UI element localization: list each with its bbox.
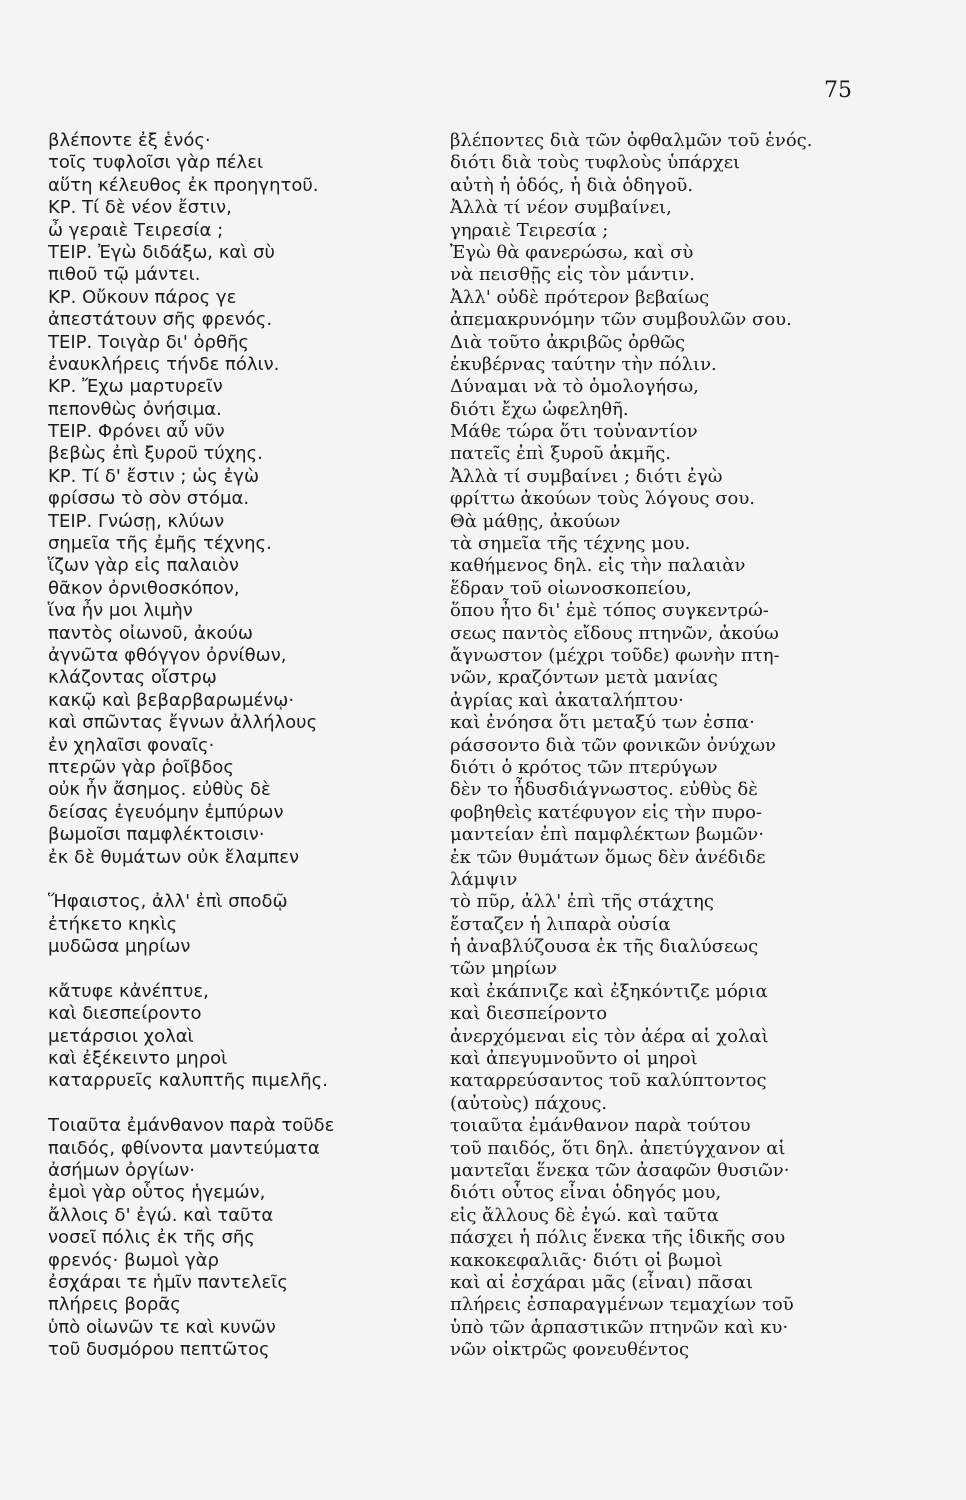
text-line: πάσχει ἡ πόλις ἕνεκα τῆς ἰδικῆς σου	[450, 1227, 786, 1249]
text-line: κακοκεφαλιᾶς· διότι οἱ βωμοὶ	[450, 1249, 723, 1271]
text-line: καθήμενος δηλ. εἰς τὴν παλαιὰν	[450, 555, 746, 577]
text-line: μετάρσιοι χολαὶ	[48, 1025, 194, 1047]
text-line: ράσσοντο διὰ τῶν φονικῶν ὀνύχων	[450, 734, 776, 756]
text-line: Δύναμαι νὰ τὸ ὁμολογήσω,	[450, 376, 699, 398]
stanza-gap	[48, 869, 438, 891]
text-line: διότι οὗτος εἶναι ὁδηγός μου,	[450, 1182, 722, 1204]
text-line: τοῦ παιδός, ὅτι δηλ. ἀπετύγχανον αἱ	[450, 1137, 786, 1159]
text-line: κἄτυφε κἀνέπτυε,	[48, 980, 209, 1002]
text-line: Μάθε τώρα ὅτι τοὐναντίον	[450, 421, 698, 443]
text-line: κακῷ καὶ βεβαρβαρωμένῳ·	[48, 689, 295, 711]
text-line: βλέποντε ἐξ ἑνός·	[48, 130, 211, 151]
text-line: καὶ ἐκάπνιζε καὶ ἐξηκόντιζε μόρια	[450, 980, 768, 1002]
text-line: πατεῖς ἐπὶ ξυροῦ ἀκμῆς.	[450, 443, 672, 465]
text-line: βεβὼς ἐπὶ ξυροῦ τύχης.	[48, 443, 263, 465]
stanza-gap	[48, 958, 438, 980]
text-line: οὐκ ἦν ἄσημος. εὐθὺς δὲ	[48, 779, 271, 801]
text-line: δείσας ἐγευόμην ἐμπύρων	[48, 801, 284, 823]
text-line: ἐν χηλαῖσι φοναῖς·	[48, 734, 215, 756]
text-line: ἀνερχόμεναι εἰς τὸν ἀέρα αἱ χολαὶ	[450, 1025, 769, 1047]
text-line: νοσεῖ πόλις ἐκ τῆς σῆς	[48, 1227, 255, 1249]
text-line: καὶ διεσπείροντο	[48, 1003, 202, 1025]
text-line: τοιαῦτα ἐμάνθανον παρὰ τούτου	[450, 1115, 751, 1137]
text-line: εἰς ἄλλους δὲ ἐγώ. καὶ ταῦτα	[450, 1204, 719, 1226]
text-line: ἐκυβέρνας ταύτην τὴν πόλιν.	[450, 353, 717, 375]
text-line: μαντεῖαι ἕνεκα τῶν ἀσαφῶν θυσιῶν·	[450, 1159, 790, 1181]
text-line: ΤΕΙΡ. Τοιγὰρ δι' ὀρθῆς	[48, 331, 249, 353]
text-line: ΤΕΙΡ. Ἐγὼ διδάξω, καὶ σὺ	[48, 241, 275, 263]
text-line: ΚΡ. Τί δὲ νέον ἔστιν,	[48, 197, 232, 219]
text-line: νῶν οἰκτρῶς φονευθέντος	[450, 1339, 690, 1361]
text-line: ἀγρίας καὶ ἀκαταλήπτου·	[450, 689, 684, 711]
text-line: ὑπὸ οἰωνῶν τε καὶ κυνῶν	[48, 1316, 276, 1338]
text-line: ἵνα ἦν μοι λιμὴν	[48, 600, 193, 622]
text-line: ΤΕΙΡ. Γνώσῃ, κλύων	[48, 510, 225, 532]
text-line: διότι διὰ τοὺς τυφλοὺς ὑπάρχει	[450, 152, 741, 174]
text-line: ἐκ δὲ θυμάτων οὐκ ἔλαμπεν	[48, 846, 300, 868]
text-line: κλάζοντας οἴστρῳ	[48, 667, 217, 689]
text-line: ἄγνωστον (μέχρι τοῦδε) φωνὴν πτη-	[450, 644, 780, 666]
text-line: μαντείαν ἐπὶ παμφλέκτων βωμῶν·	[450, 824, 764, 846]
text-line: ἵζων γὰρ εἰς παλαιὸν	[48, 555, 239, 577]
text-line: ἀγνῶτα φθόγγον ὀρνίθων,	[48, 644, 287, 666]
text-line: καὶ ἀπεγυμνοῦντο οἱ μηροὶ	[450, 1048, 698, 1070]
text-line: Θὰ μάθῃς, ἀκούων	[450, 510, 621, 532]
text-line: ΚΡ. Ἔχω μαρτυρεῖν	[48, 376, 223, 398]
translation-column	[450, 130, 845, 1361]
text-line: ἐναυκλήρεις τήνδε πόλιν.	[48, 353, 280, 375]
text-line: πεπονθὼς ὀνήσιμα.	[48, 398, 222, 420]
text-line: ΚΡ. Τί δ' ἔστιν ; ὡς ἐγὼ	[48, 465, 260, 487]
text-line: καὶ ἐξέκειντο μηροὶ	[48, 1048, 228, 1070]
original-greek-column	[48, 130, 438, 1361]
text-line: σημεῖα τῆς ἐμῆς τέχνης.	[48, 533, 272, 555]
text-line: καὶ σπῶντας ἔγνων ἀλλήλους	[48, 712, 318, 734]
text-line: καὶ διεσπείροντο	[450, 1003, 608, 1025]
text-line: ἀσήμων ὀργίων·	[48, 1159, 196, 1181]
text-line: σεως παντὸς εἴδους πτηνῶν, ἀκούω	[450, 622, 779, 644]
text-line: πιθοῦ τῷ μάντει.	[48, 264, 201, 286]
text-line: νῶν, κραζόντων μετὰ μανίας	[450, 667, 718, 689]
text-line: αὐτὴ ἡ ὁδός, ἡ διὰ ὁδηγοῦ.	[450, 174, 694, 196]
text-line: αὕτη κέλευθος ἐκ προηγητοῦ.	[48, 174, 319, 196]
text-line: διότι ἔχω ὠφεληθῆ.	[450, 398, 629, 420]
text-line: Διὰ τοῦτο ἀκριβῶς ὀρθῶς	[450, 331, 686, 353]
text-line: φρίσσω τὸ σὸν στόμα.	[48, 488, 250, 510]
text-line: ἔσταζεν ἡ λιπαρὰ οὐσία	[450, 913, 671, 935]
text-line: ἐσχάραι τε ἡμῖν παντελεῖς	[48, 1271, 288, 1293]
text-line: ἐμοὶ γὰρ οὗτος ἡγεμών,	[48, 1182, 266, 1204]
text-line: Ἥφαιστος, ἀλλ' ἐπὶ σποδῷ	[48, 891, 288, 913]
text-line: παιδός, φθίνοντα μαντεύματα	[48, 1137, 320, 1159]
text-line: βλέποντες διὰ τῶν ὀφθαλμῶν τοῦ ἑνός.	[450, 130, 813, 151]
text-line: φρίττω ἀκούων τοὺς λόγους σου.	[450, 488, 755, 510]
text-line: πλήρεις βορᾶς	[48, 1294, 181, 1316]
text-line: ὅπου ἦτο δι' ἐμὲ τόπος συγκεντρώ-	[450, 600, 769, 622]
text-line: Ἀλλ' οὐδὲ πρότερον βεβαίως	[450, 286, 710, 308]
original-stanza-4	[48, 1115, 438, 1361]
text-line: γηραιὲ Τειρεσία ;	[450, 219, 609, 241]
page-number: 75	[824, 78, 852, 103]
text-line: (αὐτοὺς) πάχους.	[450, 1092, 608, 1114]
text-line: ὦ γεραιὲ Τειρεσία ;	[48, 219, 224, 241]
original-stanza-1	[48, 130, 438, 869]
text-line: παντὸς οἰωνοῦ, ἀκούω	[48, 622, 253, 644]
text-line: ἐκ τῶν θυμάτων ὅμως δὲν ἀνέδιδε	[450, 846, 766, 868]
text-line: πτερῶν γὰρ ῥοῖβδος	[48, 756, 234, 778]
text-line: βωμοῖσι παμφλέκτοισιν·	[48, 824, 265, 846]
text-line: θᾶκον ὀρνιθοσκόπον,	[48, 577, 240, 599]
stanza-gap	[48, 1093, 438, 1115]
text-line: ΚΡ. Οὔκουν πάρος γε	[48, 286, 237, 308]
text-line: Τοιαῦτα ἐμάνθανον παρὰ τοῦδε	[48, 1115, 335, 1137]
text-line: ἀπεμακρυνόμην τῶν συμβουλῶν σου.	[450, 309, 792, 331]
text-line: Ἐγὼ θὰ φανερώσω, καὶ σὺ	[450, 241, 694, 263]
text-line: Ἀλλὰ τί συμβαίνει ; διότι ἐγὼ	[450, 465, 723, 487]
text-line: φρενός· βωμοὶ γὰρ	[48, 1249, 219, 1271]
original-stanza-3	[48, 981, 438, 1093]
text-line: τὰ σημεῖα τῆς τέχνης μου.	[450, 533, 691, 555]
text-line: τοῖς τυφλοῖσι γὰρ πέλει	[48, 152, 264, 174]
text-line: τοῦ δυσμόρου πεπτῶτος	[48, 1339, 270, 1361]
text-line: πλήρεις ἐσπαραγμένων τεμαχίων τοῦ	[450, 1294, 794, 1316]
text-line: δὲν το ἦδυσδιάγνωστος. εὐθὺς δὲ	[450, 779, 758, 801]
text-line: φοβηθεὶς κατέφυγον εἰς τὴν πυρο-	[450, 801, 763, 823]
text-line: καταρρεύσαντος τοῦ καλύπτοντος	[450, 1070, 767, 1092]
text-line: καταρρυεῖς καλυπτῆς πιμελῆς.	[48, 1070, 328, 1092]
text-line: ἀπεστάτουν σῆς φρενός.	[48, 309, 273, 331]
text-line: ΤΕΙΡ. Φρόνει αὖ νῦν	[48, 421, 225, 443]
text-line: καὶ ἐνόησα ὅτι μεταξύ των ἐσπα·	[450, 712, 755, 734]
text-line: καὶ αἱ ἐσχάραι μᾶς (εἶναι) πᾶσαι	[450, 1271, 754, 1293]
text-line: διότι ὁ κρότος τῶν πτερύγων	[450, 756, 718, 778]
text-line: ἕδραν τοῦ οἰωνοσκοπείου,	[450, 577, 692, 599]
text-line: τὸ πῦρ, ἀλλ' ἐπὶ τῆς στάχτης	[450, 891, 714, 913]
text-line: τῶν μηρίων	[450, 958, 558, 980]
text-line: ἄλλοις δ' ἐγώ. καὶ ταῦτα	[48, 1204, 274, 1226]
text-line: λάμψιν	[450, 868, 518, 890]
text-line: νὰ πεισθῇς εἰς τὸν μάντιν.	[450, 264, 695, 286]
original-stanza-2	[48, 891, 438, 958]
text-line: ἡ ἀναβλύζουσα ἐκ τῆς διαλύσεως	[450, 936, 759, 958]
text-line: μυδῶσα μηρίων	[48, 936, 191, 958]
text-line: Ἀλλὰ τί νέον συμβαίνει,	[450, 197, 672, 219]
text-line: ἐτήκετο κηκὶς	[48, 913, 178, 935]
text-line: ὑπὸ τῶν ἁρπαστικῶν πτηνῶν καὶ κυ·	[450, 1316, 789, 1338]
